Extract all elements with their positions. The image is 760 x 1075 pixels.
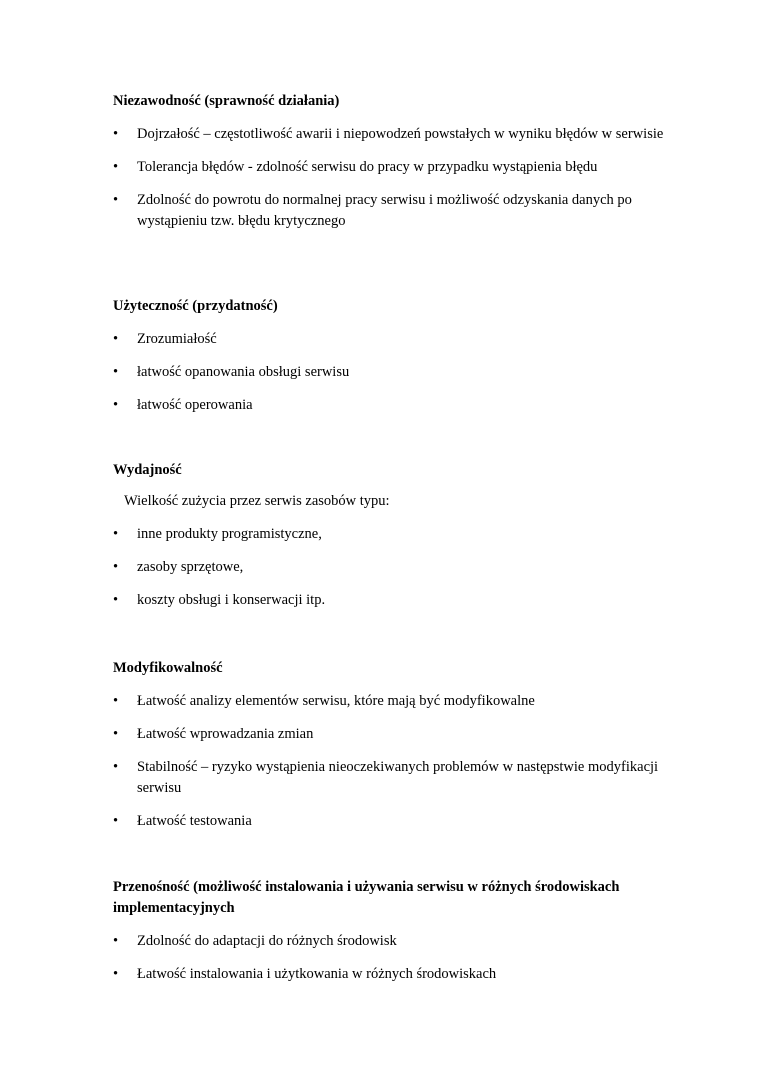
list-item-text: koszty obsługi i konserwacji itp. xyxy=(137,592,326,608)
list-item-text: Zdolność do adaptacji do różnych środowisk xyxy=(137,933,397,949)
bullet-icon: • xyxy=(113,159,119,175)
bullet-list xyxy=(113,524,673,611)
list-item xyxy=(113,931,673,952)
list-item-text: łatwość operowania xyxy=(137,397,253,413)
section-heading: Niezawodność (sprawność działania) xyxy=(113,93,340,109)
section-intro: Wielkość zużycia przez serwis zasobów typu: xyxy=(124,493,390,509)
bullet-icon: • xyxy=(113,526,119,542)
section-heading: Użyteczność (przydatność) xyxy=(113,298,278,314)
list-item-text: zasoby sprzętowe, xyxy=(137,559,244,575)
list-item-text: Łatwość testowania xyxy=(137,813,252,829)
list-item-text: Łatwość instalowania i użytkowania w różnych środowiskach xyxy=(137,966,497,982)
bullet-icon: • xyxy=(113,726,119,742)
section-przenosnosc xyxy=(113,877,673,985)
bullet-icon: • xyxy=(113,364,119,380)
bullet-list xyxy=(113,691,673,832)
bullet-list xyxy=(113,124,673,232)
list-item-text: Łatwość analizy elementów serwisu, które mają być modyfikowalne xyxy=(137,693,535,709)
section-heading: Wydajność xyxy=(113,462,182,478)
list-item xyxy=(113,557,673,578)
list-item xyxy=(113,811,673,832)
bullet-list xyxy=(113,931,673,985)
list-item-text: Zrozumiałość xyxy=(137,331,217,347)
section-wydajnosc xyxy=(113,460,673,611)
list-item xyxy=(113,362,673,383)
list-item xyxy=(113,724,673,745)
list-item xyxy=(113,964,673,985)
section-heading: Modyfikowalność xyxy=(113,660,223,676)
bullet-list xyxy=(113,329,673,416)
list-item xyxy=(113,691,673,712)
list-item-text: Stabilność – ryzyko wystąpienia nieoczekiwanych problemów w następstwie modyfikacji serwisu xyxy=(137,759,659,796)
bullet-icon: • xyxy=(113,126,119,142)
bullet-icon: • xyxy=(113,933,119,949)
section-modyfikowalnosc xyxy=(113,658,673,832)
list-item xyxy=(113,329,673,350)
list-item-text: inne produkty programistyczne, xyxy=(137,526,322,542)
list-item-text: Łatwość wprowadzania zmian xyxy=(137,726,314,742)
list-item-text: łatwość opanowania obsługi serwisu xyxy=(137,364,350,380)
bullet-icon: • xyxy=(113,331,119,347)
bullet-icon: • xyxy=(113,759,119,775)
list-item xyxy=(113,757,673,799)
section-uzytecznosc xyxy=(113,296,673,416)
bullet-icon: • xyxy=(113,559,119,575)
list-item xyxy=(113,395,673,416)
list-item-text: Dojrzałość – częstotliwość awarii i niepowodzeń powstałych w wyniku błędów w serwisie xyxy=(137,126,664,142)
list-item xyxy=(113,157,673,178)
section-niezawodnosc xyxy=(113,91,673,232)
list-item xyxy=(113,524,673,545)
bullet-icon: • xyxy=(113,966,119,982)
bullet-icon: • xyxy=(113,592,119,608)
list-item xyxy=(113,190,673,232)
bullet-icon: • xyxy=(113,397,119,413)
list-item-text: Tolerancja błędów - zdolność serwisu do pracy w przypadku wystąpienia błędu xyxy=(137,159,598,175)
list-item-text: Zdolność do powrotu do normalnej pracy serwisu i możliwość odzyskania danych po wystąpieniu tzw. błędu krytycznego xyxy=(137,192,632,229)
list-item xyxy=(113,590,673,611)
bullet-icon: • xyxy=(113,693,119,709)
bullet-icon: • xyxy=(113,813,119,829)
bullet-icon: • xyxy=(113,192,119,208)
list-item xyxy=(113,124,673,145)
section-heading: Przenośność (możliwość instalowania i używania serwisu w różnych środowiskach implementacyjnych xyxy=(113,879,620,916)
